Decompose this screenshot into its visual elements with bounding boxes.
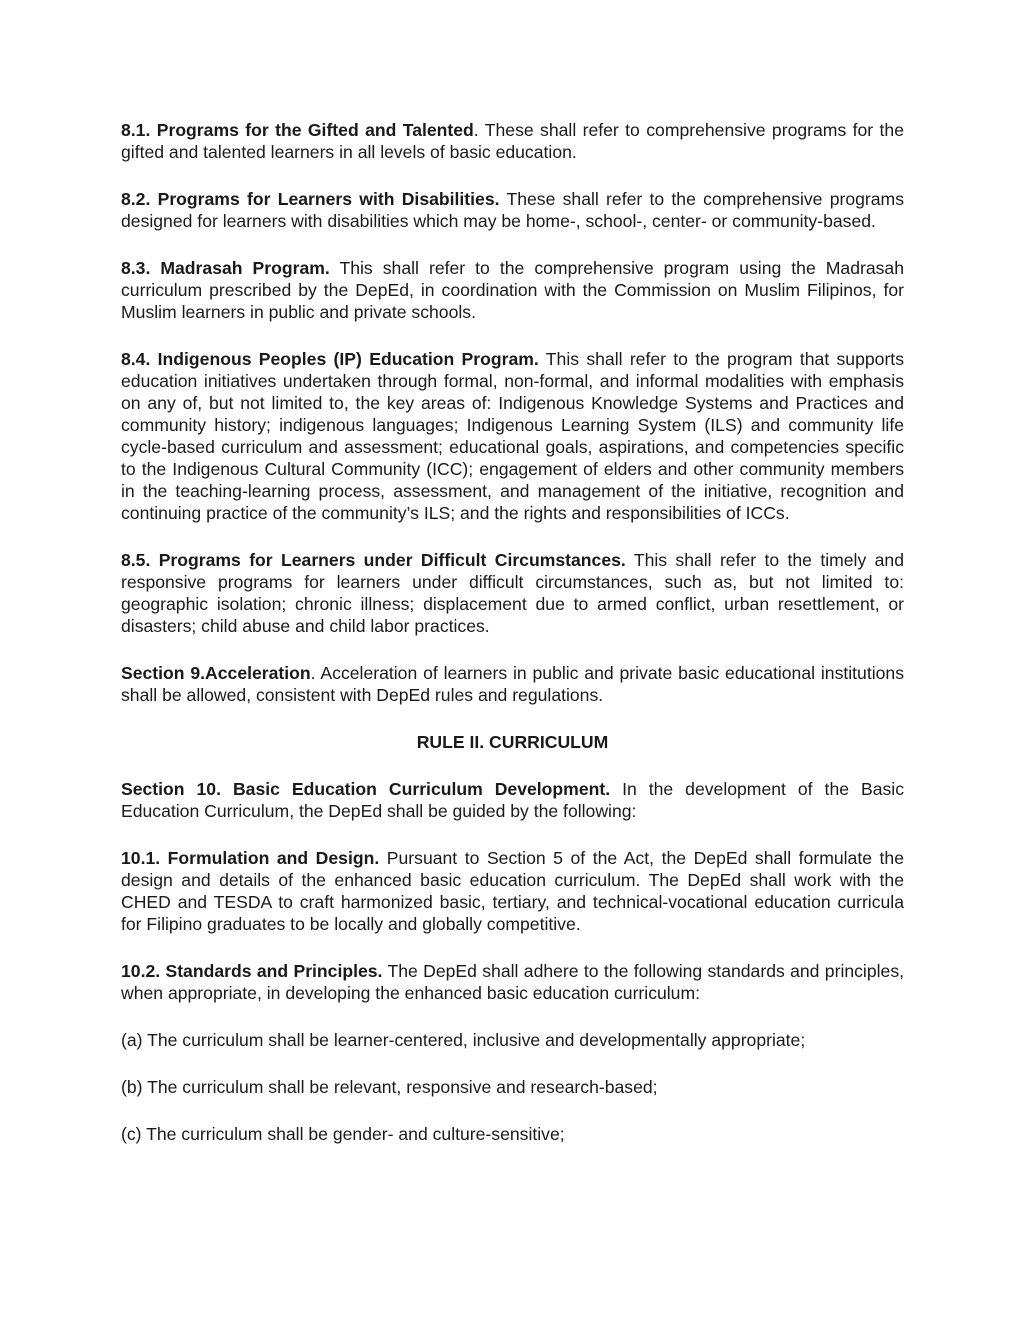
paragraph-text: This shall refer to the timely and responsive programs for learners under difficult circumstances, such as, but not limited to: geographic isolation; chronic illness; displacement due to armed conflict, urban resettlement, or disasters; child abuse and child labor practices. xyxy=(121,550,904,636)
paragraph-10-2 xyxy=(121,960,904,1004)
paragraph-text: This shall refer to the comprehensive program using the Madrasah curriculum prescribed by the DepEd, in coordination with the Commission on Muslim Filipinos, for Muslim learners in public and private schools. xyxy=(121,258,904,322)
rule-heading: RULE II. CURRICULUM xyxy=(416,732,609,752)
paragraph-text: Pursuant to Section 5 of the Act, the DepEd shall formulate the design and details of the enhanced basic education curriculum. The DepEd shall work with the CHED and TESDA to craft harmonized basic, tertiary, and technical-vocational education curricula for Filipino graduates to be locally and globally competitive. xyxy=(121,848,905,934)
paragraph-term: Section 9.Acceleration xyxy=(121,663,311,683)
paragraph-term: 8.1. Programs for the Gifted and Talented xyxy=(121,120,474,140)
paragraph-text: . Acceleration of learners in public and private basic educational institutions shall be allowed, consistent with DepEd rules and regulations. xyxy=(121,663,904,705)
paragraph-term: Section 10. Basic Education Curriculum Development. xyxy=(121,779,611,799)
document-page xyxy=(121,119,904,1170)
paragraph-8-1 xyxy=(121,119,904,163)
paragraph-8-3 xyxy=(121,257,904,323)
paragraph-section-10 xyxy=(121,778,904,822)
paragraph-text: These shall refer to the comprehensive programs designed for learners with disabilities which may be home-, school-, center- or community-based. xyxy=(121,189,904,231)
paragraph-text: . These shall refer to comprehensive programs for the gifted and talented learners in all levels of basic education. xyxy=(121,120,905,162)
list-item-a: (a) The curriculum shall be learner-centered, inclusive and developmentally appropriate; xyxy=(121,1030,806,1050)
paragraph-term: 8.5. Programs for Learners under Difficult Circumstances. xyxy=(121,550,626,570)
paragraph-8-4 xyxy=(121,348,904,524)
paragraph-term: 10.1. Formulation and Design. xyxy=(121,848,380,868)
list-item-c: (c) The curriculum shall be gender- and culture-sensitive; xyxy=(121,1124,565,1144)
paragraph-term: 8.3. Madrasah Program. xyxy=(121,258,330,278)
paragraph-text: The DepEd shall adhere to the following standards and principles, when appropriate, in developing the enhanced basic education curriculum: xyxy=(121,961,905,1003)
paragraph-8-5 xyxy=(121,549,904,637)
paragraph-term: 10.2. Standards and Principles. xyxy=(121,961,383,981)
paragraph-term: 8.4. Indigenous Peoples (IP) Education Program. xyxy=(121,349,539,369)
paragraph-text: This shall refer to the program that supports education initiatives undertaken through formal, non-formal, and informal modalities with emphasis on any of, but not limited to, the key areas of: Indigenous Knowledge Systems and Practices and community history; indigenous languages; Indigenous Learning System (ILS) and community life cycle-based curriculum and assessment; educational goals, aspirations, and competencies specific to the Indigenous Cultural Community (ICC); engagement of elders and other community members in the teaching-learning process, assessment, and management of the initiative, recognition and continuing practice of the community’s ILS; and the rights and responsibilities of ICCs. xyxy=(121,349,904,523)
paragraph-section-9 xyxy=(121,662,904,706)
paragraph-term: 8.2. Programs for Learners with Disabilities. xyxy=(121,189,500,209)
paragraph-text: In the development of the Basic Education Curriculum, the DepEd shall be guided by the following: xyxy=(121,779,905,821)
list-item-b: (b) The curriculum shall be relevant, responsive and research-based; xyxy=(121,1077,658,1097)
paragraph-10-1 xyxy=(121,847,904,935)
paragraph-8-2 xyxy=(121,188,904,232)
